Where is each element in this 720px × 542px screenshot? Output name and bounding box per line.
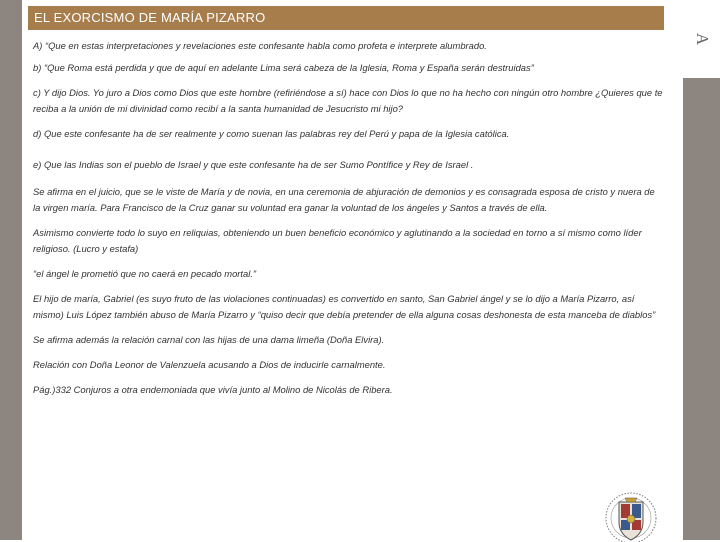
document-body — [33, 38, 663, 407]
paragraph-a: A) “Que en estas interpretaciones y revelaciones este confesante habla como profeta e interprete alumbrado. — [33, 40, 487, 51]
left-border-bar — [0, 0, 22, 540]
paragraph-d: d) Que este confesante ha de ser realmente y como suenan las palabras rey del Perú y papa de la Iglesia católica. — [33, 128, 510, 139]
side-letter: A — [693, 32, 712, 46]
paragraph-gabriel: El hijo de maría, Gabriel (es suyo fruto de las violaciones continuadas) es convertido en santo, San Gabriel ángel y se lo dijo a María Pizarro, así mismo) Luis López también abuso de María Pizarro y “quiso decir que debía pretender de ella alguna cosas deshonesta de esta manceba de diablos” — [33, 293, 656, 320]
paragraph-e: e) Que las Indias son el pueblo de Israel y que este confesante ha de ser Sumo Pontífice y Rey de Israel . — [33, 159, 474, 170]
paragraph-b: b) “Que Roma está perdida y que de aquí en adelante Lima será cabeza de la Iglesia, Roma y España serán destruidas” — [33, 62, 534, 73]
paragraph-conjuros: Pág.)332 Conjuros a otra endemoniada que vivía junto al Molino de Nicolás de Ribera. — [33, 384, 393, 395]
title-bar — [28, 6, 664, 30]
paragraph-angel-quote: “el ángel le prometió que no caerá en pecado mortal.” — [33, 268, 257, 279]
paragraph-leonor: Relación con Doña Leonor de Valenzuela acusando a Dios de inducirle carnalmente. — [33, 359, 386, 370]
right-border-bar — [683, 0, 720, 540]
paragraph-relics: Asimismo convierte todo lo suyo en reliquias, obteniendo un buen beneficio económico y aglutinando a la sociedad en torno a sí mismo como líder religioso. (Lucro y estafa) — [33, 227, 642, 254]
page-title: EL EXORCISMO DE MARÍA PIZARRO — [34, 10, 266, 25]
paragraph-c: c) Y dijo Dios. Yo juro a Dios como Dios que este hombre (refiriéndose a sí) hace con Dios lo que no ha hecho con ningún otro hombre ¿Quieres que te reciba a la unión de mi divinidad como recibí a la santa humanidad de Jesucristo mi hijo? — [33, 87, 663, 114]
paragraph-wedding: Se afirma en el juicio, que se le viste de María y de novia, en una ceremonia de abjuración de demonios y es consagrada esposa de cristo y nuera de la virgen maría. Para Francisco de la Cruz ganar su voluntad era ganar la voluntad de los ángeles y Santos a través de ella. — [33, 186, 655, 213]
university-crest-icon — [595, 486, 667, 542]
paragraph-elvira: Se afirma además la relación carnal con las hijas de una dama limeña (Doña Elvira). — [33, 334, 385, 345]
